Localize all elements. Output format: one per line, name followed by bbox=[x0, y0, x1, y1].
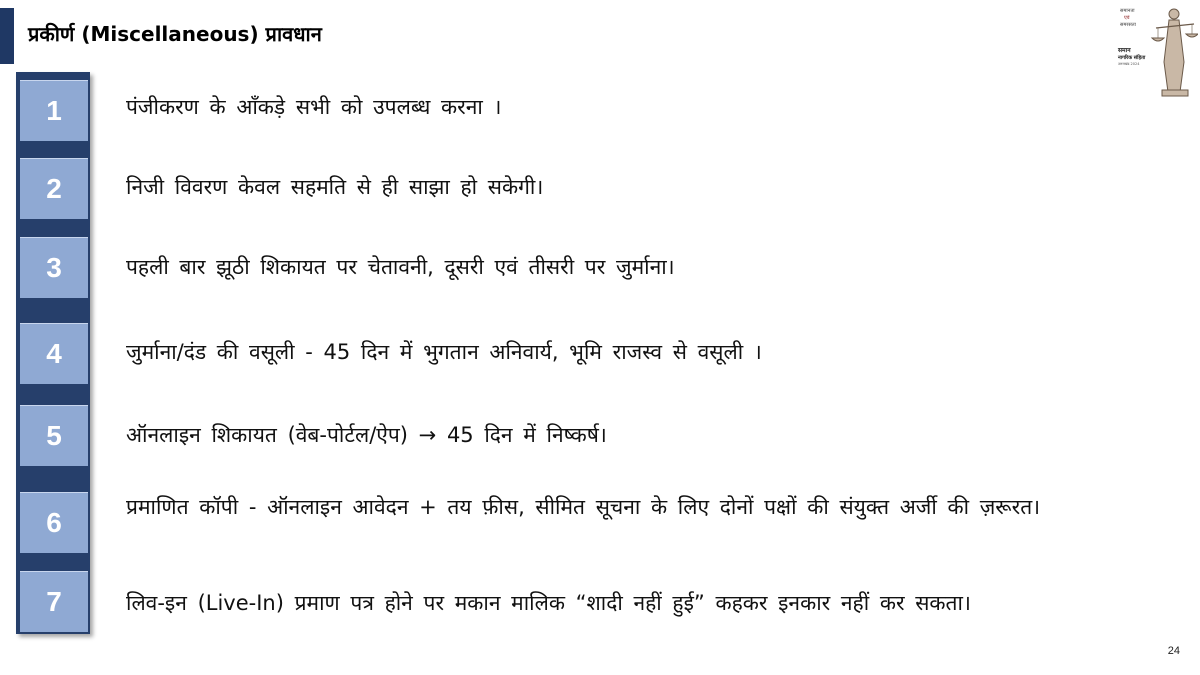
item-number-6: 6 bbox=[20, 492, 88, 553]
logo-line1: समानता bbox=[1120, 8, 1135, 14]
logo-line2: एवं bbox=[1124, 15, 1130, 21]
item-number-7: 7 bbox=[20, 571, 88, 632]
item-number-1: 1 bbox=[20, 80, 88, 141]
item-text-2: निजी विवरण केवल सहमति से ही साझा हो सकेगी। bbox=[126, 175, 544, 199]
logo-line5: नागरिक संहिता bbox=[1118, 55, 1146, 61]
item-text-5: ऑनलाइन शिकायत (वेब-पोर्टल/ऐप) → 45 दिन में निष्कर्ष। bbox=[126, 423, 607, 447]
page-title: प्रकीर्ण (Miscellaneous) प्रावधान bbox=[28, 22, 322, 46]
ucc-logo bbox=[1114, 2, 1198, 98]
item-text-4: जुर्माना/दंड की वसूली - 45 दिन में भुगतान अनिवार्य, भूमि राजस्व से वसूली । bbox=[126, 340, 762, 364]
item-number-4: 4 bbox=[20, 323, 88, 384]
logo-line3: समरसता bbox=[1120, 22, 1136, 28]
item-number-5: 5 bbox=[20, 405, 88, 466]
item-text-1: पंजीकरण के आँकड़े सभी को उपलब्ध करना । bbox=[126, 95, 502, 119]
item-number-2: 2 bbox=[20, 158, 88, 219]
justice-statue-icon bbox=[1152, 9, 1198, 96]
logo-line6: उत्तराखंड 2024 bbox=[1118, 62, 1140, 66]
page-number: 24 bbox=[1167, 645, 1180, 657]
item-text-7: लिव-इन (Live-In) प्रमाण पत्र होने पर मकान मालिक “शादी नहीं हुई” कहकर इनकार नहीं कर सकता। bbox=[126, 591, 971, 615]
item-number-3: 3 bbox=[20, 237, 88, 298]
item-text-6: प्रमाणित कॉपी - ऑनलाइन आवेदन + तय फ़ीस, सीमित सूचना के लिए दोनों पक्षों की संयुक्त अर्जी की ज़रूरत। bbox=[126, 495, 1041, 519]
title-accent-bar bbox=[0, 8, 14, 64]
item-text-3: पहली बार झूठी शिकायत पर चेतावनी, दूसरी एवं तीसरी पर जुर्माना। bbox=[126, 255, 675, 279]
logo-line4: समान bbox=[1118, 47, 1131, 54]
